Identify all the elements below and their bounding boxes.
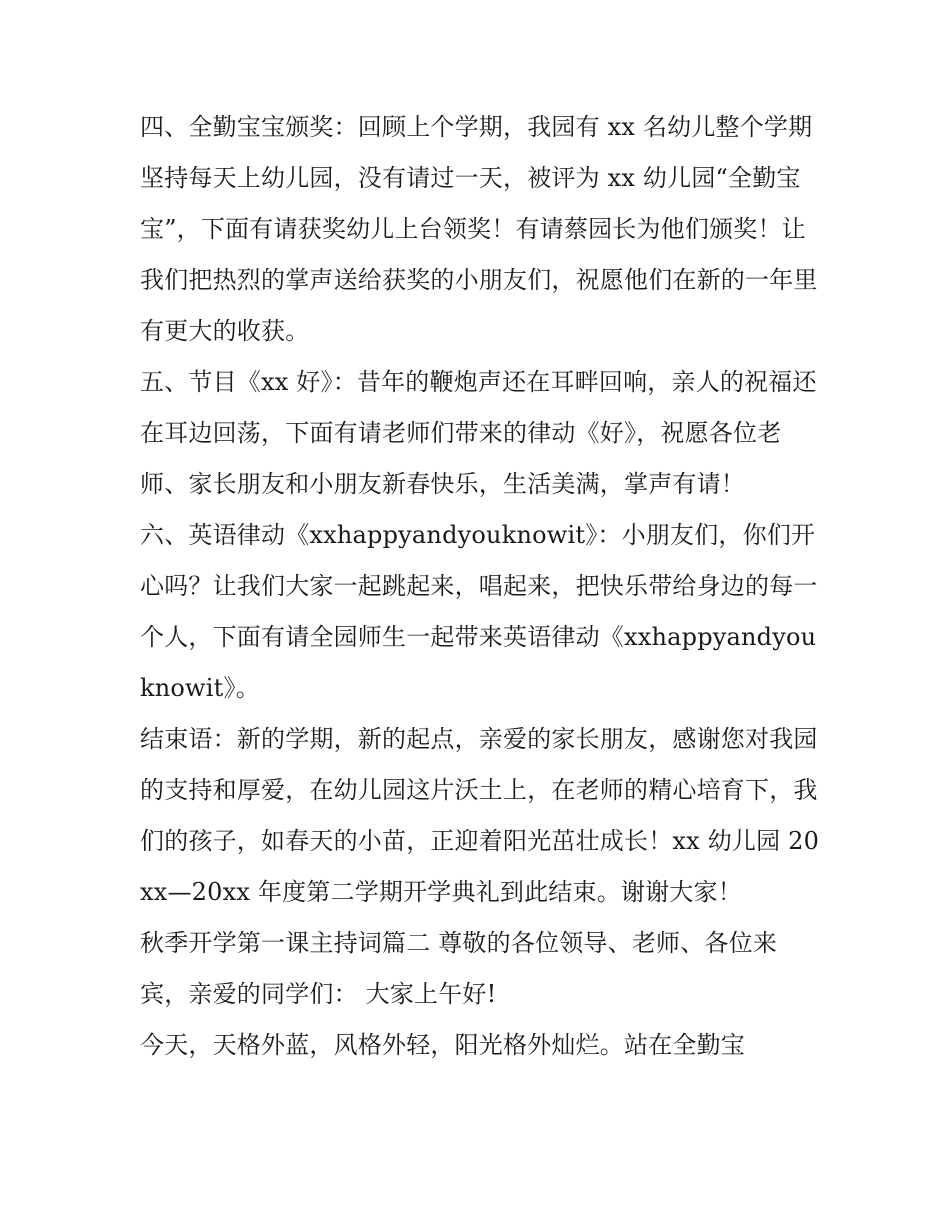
document-body xyxy=(140,102,822,1071)
paragraph-award-section: 四、全勤宝宝颁奖：回顾上个学期，我园有 xx 名幼儿整个学期坚持每天上幼儿园，没有请过一天，被评为 xx 幼儿园“全勤宝宝”，下面有请获奖幼儿上台领奖！有请蔡园长为他们颁奖！让我们把热烈的掌声送给获奖的小朋友们，祝愿他们在新的一年里有更大的收获。 xyxy=(140,113,818,345)
paragraph-program-section: 五、节目《xx 好》：昔年的鞭炮声还在耳畔回响，亲人的祝福还在耳边回荡，下面有请老师们带来的律动《好》，祝愿各位老师、家长朋友和小朋友新春快乐，生活美满，掌声有请！ xyxy=(140,368,817,498)
paragraph-second-speech-body: 今天，天格外蓝，风格外轻，阳光格外灿烂。站在全勤宝 xyxy=(140,1031,745,1059)
paragraph-english-rhythm-section: 六、英语律动《xxhappyandyouknowit》：小朋友们，你们开心吗？让我们大家一起跳起来，唱起来，把快乐带给身边的每一个人，下面有请全园师生一起带来英语律动《xxhappyandyouknowit》。 xyxy=(140,521,818,702)
paragraph-second-speech-opening: 秋季开学第一课主持词篇二 尊敬的各位领导、老师、各位来宾，亲爱的同学们： 大家上午好! xyxy=(140,929,778,1008)
paragraph-closing-remarks: 结束语：新的学期，新的起点，亲爱的家长朋友，感谢您对我园的支持和厚爱，在幼儿园这片沃土上，在老师的精心培育下，我们的孩子，如春天的小苗，正迎着阳光茁壮成长！xx 幼儿园 20xx—20xx 年度第二学期开学典礼到此结束。谢谢大家！ xyxy=(140,725,820,906)
